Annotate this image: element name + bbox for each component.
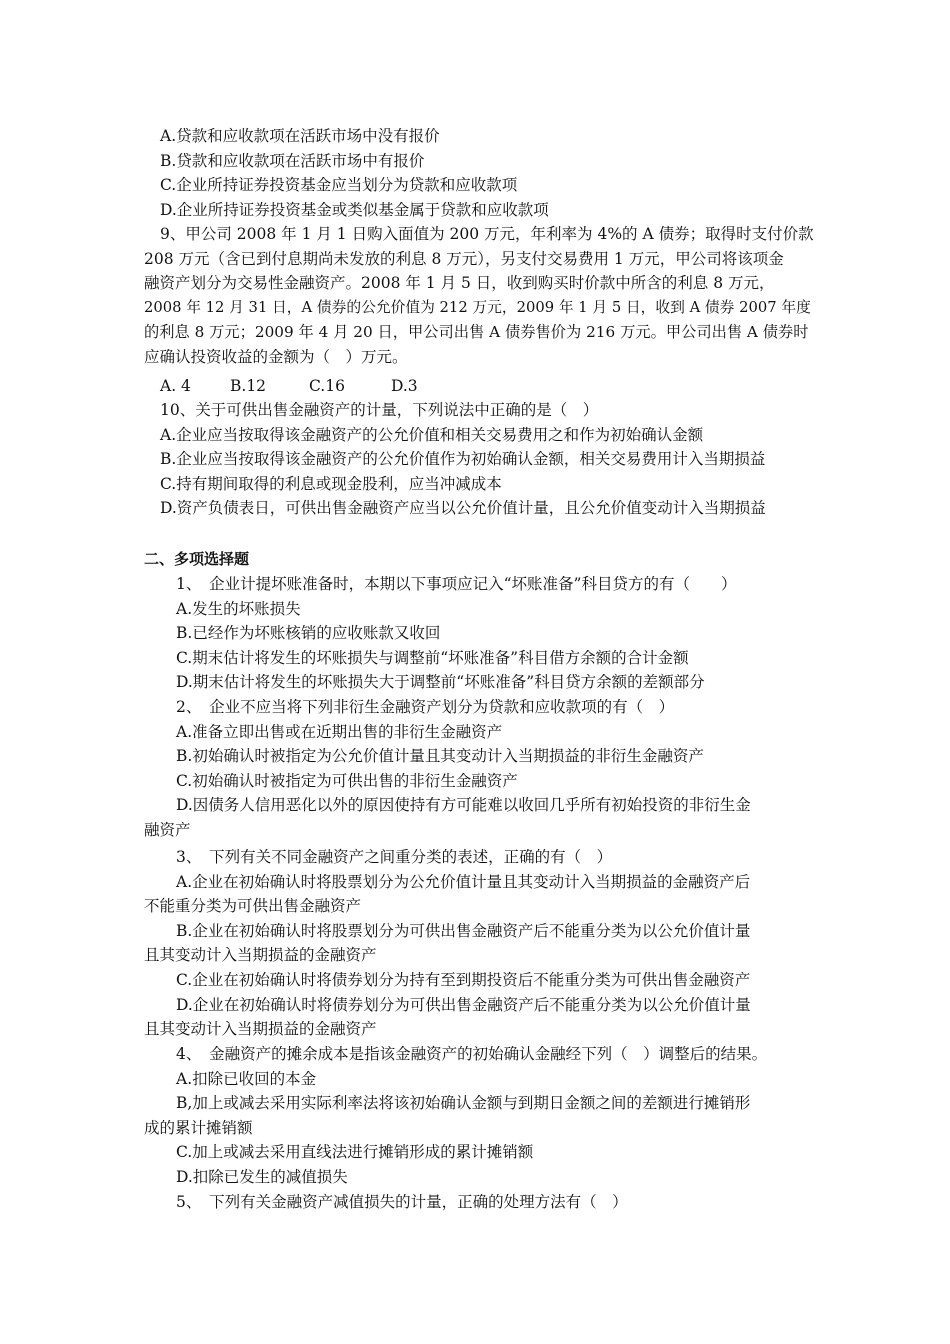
q9-option-b: B.12 [230,377,267,395]
q9-line-3: 融资产划分为交易性金融资产。2008 年 1 月 5 日，收到购买时价款中所含的利息 8 万元， [144,274,775,293]
mq5-stem: 5、 下列有关金融资产减值损失的计量，正确的处理方法有（ ） [176,1193,628,1211]
mq3 [144,845,816,1042]
q10-option-a: A.企业应当按取得该金融资产的公允价值和相关交易费用之和作为初始确认金额 [160,425,704,444]
q9-line-5: 的利息 8 万元；2009 年 4 月 20 日，甲公司出售 A 债券售价为 216 万元。甲公司出售 A 债券时 [144,323,809,342]
mq3-option-a-line-2: 不能重分类为可供出售金融资产 [144,897,362,916]
q9-line-4: 2008 年 12 月 31 日，A 债券的公允价值为 212 万元，2009 年 1 月 5 日，收到 A 债券 2007 年度 [144,298,811,316]
q8-option-b: B.贷款和应收款项在活跃市场中有报价 [160,151,425,170]
q9-option-c: C.16 [309,377,345,395]
mq1-option-a: A.发生的坏账损失 [176,599,301,618]
mq3-option-c: C.企业在初始确认时将债券划分为持有至到期投资后不能重分类为可供出售金融资产 [176,970,751,989]
mq2-option-d-line-1: D.因债务人信用恶化以外的原因使持有方可能难以收回几乎所有初始投资的非衍生金 [176,796,751,815]
q10-option-c: C.持有期间取得的利息或现金股利，应当冲减成本 [160,474,502,493]
mq2-option-b: B.初始确认时被指定为公允价值计量且其变动计入当期损益的非衍生金融资产 [176,747,704,766]
mq1-option-b: B.已经作为坏账核销的应收账款又收回 [176,624,441,643]
mq5 [144,1190,816,1215]
mq2 [144,695,816,843]
mq3-option-d-line-2: 且其变动计入当期损益的金融资产 [144,1020,377,1039]
mq3-option-b-line-1: B.企业在初始确认时将股票划分为可供出售金融资产后不能重分类为以公允价值计量 [176,921,751,940]
mq4-stem: 4、 金融资产的摊余成本是指该金融资产的初始确认金融经下列（ ）调整后的结果。 [176,1045,768,1063]
section-heading: 二、多项选择题 [144,550,250,568]
mq2-option-a: A.准备立即出售或在近期出售的非衍生金融资产 [176,722,503,741]
mq3-option-d-line-1: D.企业在初始确认时将债券划分为可供出售金融资产后不能重分类为以公允价值计量 [176,995,751,1014]
q10-option-d: D.资产负债表日，可供出售金融资产应当以公允价值计量，且公允价值变动计入当期损益 [160,499,766,518]
q8-options [144,124,816,222]
mq1 [144,572,816,695]
q10-option-b: B.企业应当按取得该金融资产的公允价值作为初始确认金额，相关交易费用计入当期损益 [160,450,766,469]
q9-option-d: D.3 [391,377,418,395]
q9-options [144,374,816,399]
mq1-option-d: D.期末估计将发生的坏账损失大于调整前“坏账准备”科目贷方余额的差额部分 [176,673,705,692]
q8-option-c: C.企业所持证券投资基金应当划分为贷款和应收款项 [160,176,518,195]
mq4-option-b-line-2: 成的累计摊销额 [144,1118,253,1137]
mq4-option-b-line-1: B,加上或减去采用实际利率法将该初始确认金额与到期日金额之间的差额进行摊销形 [176,1094,751,1113]
mq4-option-d: D.扣除已发生的减值损失 [176,1167,348,1186]
mq4-option-a: A.扣除已收回的本金 [176,1069,317,1088]
q9-stem [144,222,816,370]
mq2-option-c: C.初始确认时被指定为可供出售的非衍生金融资产 [176,771,518,790]
q10-stem: 10、关于可供出售金融资产的计量，下列说法中正确的是（ ） [160,401,599,419]
q8-option-a: A.贷款和应收款项在活跃市场中没有报价 [160,127,440,145]
mq1-stem: 1、 企业计提坏账准备时，本期以下事项应记入“坏账准备”科目贷方的有（ ） [176,575,737,593]
mq4-option-c: C.加上或减去采用直线法进行摊销形成的累计摊销额 [176,1143,534,1162]
q9-option-a: A. 4 [160,377,191,395]
mq3-stem: 3、 下列有关不同金融资产之间重分类的表述，正确的有（ ） [176,848,613,866]
mq2-option-d-line-2: 融资产 [144,820,191,839]
mq1-option-c: C.期末估计将发生的坏账损失与调整前“坏账准备”科目借方余额的合计金额 [176,648,689,667]
q9-line-1: 9、甲公司 2008 年 1 月 1 日购入面值为 200 万元，年利率为 4%的 A 债券；取得时支付价款 [160,225,814,243]
q9-line-2: 208 万元（含已到付息期尚未发放的利息 8 万元），另支付交易费用 1 万元，甲公司将该项金 [144,249,784,268]
mq3-option-a-line-1: A.企业在初始确认时将股票划分为公允价值计量且其变动计入当期损益的金融资产后 [176,872,751,891]
q10 [144,398,816,521]
mq2-stem: 2、 企业不应当将下列非衍生金融资产划分为贷款和应收款项的有（ ） [176,698,675,716]
q8-option-d: D.企业所持证券投资基金或类似基金属于贷款和应收款项 [160,200,549,219]
mq3-option-b-line-2: 且其变动计入当期损益的金融资产 [144,946,377,965]
mq4 [144,1042,816,1190]
q9-line-6: 应确认投资收益的金额为（ ）万元。 [144,347,408,366]
